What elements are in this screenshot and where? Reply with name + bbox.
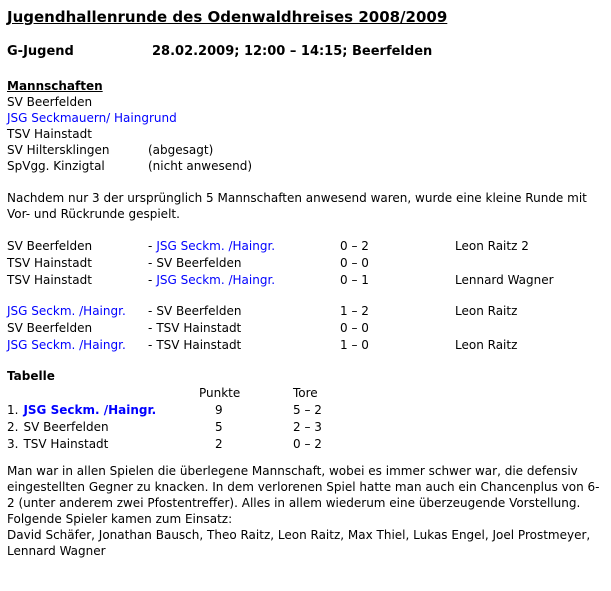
match-scorers: Leon Raitz 2 bbox=[455, 239, 529, 253]
age-group-label: G-Jugend bbox=[7, 44, 74, 59]
away-cell bbox=[148, 320, 340, 337]
goals-value: 5 – 2 bbox=[293, 403, 322, 417]
home-team: TSV Hainstadt bbox=[7, 256, 92, 270]
standings-team-cell bbox=[7, 436, 199, 453]
points-column-header: Punkte bbox=[199, 386, 241, 400]
team-list-item bbox=[7, 158, 604, 174]
points-value: 2 bbox=[215, 437, 223, 451]
report-section bbox=[7, 463, 604, 559]
away-team: TSV Hainstadt bbox=[156, 321, 242, 335]
standings-team-name: TSV Hainstadt bbox=[23, 437, 109, 451]
match-score: 0 – 0 bbox=[340, 321, 369, 335]
players-list: David Schäfer, Jonathan Bausch, Theo Raitz, Leon Raitz, Max Thiel, Lukas Engel, Joel Prostmeyer, Lennard Wagner bbox=[7, 528, 591, 558]
standings-team-cell bbox=[7, 402, 199, 419]
vs-separator: - bbox=[148, 256, 153, 270]
team-note: (abgesagt) bbox=[148, 143, 214, 157]
match-scorers bbox=[455, 255, 604, 272]
rank-number: 1. bbox=[7, 403, 19, 417]
home-team: SV Beerfelden bbox=[7, 321, 93, 335]
points-value: 9 bbox=[215, 403, 223, 417]
match-row bbox=[7, 255, 604, 272]
away-team: SV Beerfelden bbox=[156, 304, 242, 318]
standings-row bbox=[7, 419, 604, 436]
points-value: 5 bbox=[215, 420, 223, 434]
match-score: 1 – 2 bbox=[340, 304, 369, 318]
match-score: 0 – 0 bbox=[340, 256, 369, 270]
report-paragraph: Man war in allen Spielen die überlegene Mannschaft, wobei es immer schwer war, die defensiv eingestellten Gegner zu knacken. In dem verlorenen Spiel hatte man auch ein Chancenplus von 6-2 (unter anderem zwei Pfostentreffer). Alles in allem wiederum eine überzeugende Vorstellung. bbox=[7, 464, 600, 510]
team-name: JSG Seckmauern/ Haingrund bbox=[7, 111, 177, 125]
vs-separator: - bbox=[148, 321, 153, 335]
match-score: 0 – 2 bbox=[340, 239, 369, 253]
match-scorers bbox=[455, 320, 604, 337]
team-name: SV Hiltersklingen bbox=[7, 143, 110, 157]
match-row bbox=[7, 303, 604, 320]
match-score: 1 – 0 bbox=[340, 338, 369, 352]
home-team: JSG Seckm. /Haingr. bbox=[7, 338, 126, 352]
team-name: SpVgg. Kinzigtal bbox=[7, 159, 105, 173]
team-name: TSV Hainstadt bbox=[7, 127, 92, 141]
team-list-item bbox=[7, 142, 604, 158]
team-name: SV Beerfelden bbox=[7, 95, 93, 109]
teams-section bbox=[7, 78, 604, 174]
home-team: SV Beerfelden bbox=[7, 239, 93, 253]
team-list-item bbox=[7, 126, 604, 142]
home-team: TSV Hainstadt bbox=[7, 273, 92, 287]
away-cell bbox=[148, 303, 340, 320]
match-results bbox=[7, 238, 604, 354]
standings-team-cell bbox=[7, 419, 199, 436]
match-row bbox=[7, 320, 604, 337]
standings-team-name: SV Beerfelden bbox=[23, 420, 109, 434]
match-row bbox=[7, 337, 604, 354]
round-divider bbox=[7, 289, 604, 303]
standings-row bbox=[7, 436, 604, 453]
rank-number: 3. bbox=[7, 437, 19, 451]
match-scorers: Leon Raitz bbox=[455, 338, 518, 352]
goals-value: 2 – 3 bbox=[293, 420, 322, 434]
players-intro: Folgende Spieler kamen zum Einsatz: bbox=[7, 512, 233, 526]
vs-separator: - bbox=[148, 338, 153, 352]
vs-separator: - bbox=[148, 304, 153, 318]
away-team: JSG Seckm. /Haingr. bbox=[156, 273, 276, 287]
away-cell bbox=[148, 272, 340, 289]
standings-header-row bbox=[7, 385, 604, 402]
match-scorers: Leon Raitz bbox=[455, 304, 518, 318]
standings-team-name: JSG Seckm. /Haingr. bbox=[23, 403, 157, 417]
page-title: Jugendhallenrunde des Odenwaldhreises 2008/2009 bbox=[7, 8, 448, 26]
vs-separator: - bbox=[148, 273, 153, 287]
away-cell bbox=[148, 238, 340, 255]
team-list-item bbox=[7, 110, 604, 126]
match-row bbox=[7, 272, 604, 289]
away-cell bbox=[148, 255, 340, 272]
standings-row bbox=[7, 402, 604, 419]
rank-number: 2. bbox=[7, 420, 19, 434]
home-team: JSG Seckm. /Haingr. bbox=[7, 304, 126, 318]
goals-column-header: Tore bbox=[293, 386, 318, 400]
event-header bbox=[7, 44, 604, 60]
match-scorers: Lennard Wagner bbox=[455, 273, 554, 287]
teams-heading: Mannschaften bbox=[7, 79, 103, 93]
team-note: (nicht anwesend) bbox=[148, 159, 253, 173]
goals-value: 0 – 2 bbox=[293, 437, 322, 451]
away-cell bbox=[148, 337, 340, 354]
standings-team-column bbox=[7, 385, 199, 402]
event-info: 28.02.2009; 12:00 – 14:15; Beerfelden bbox=[152, 44, 433, 59]
away-team: JSG Seckm. /Haingr. bbox=[156, 239, 276, 253]
match-score: 0 – 1 bbox=[340, 273, 369, 287]
away-team: SV Beerfelden bbox=[156, 256, 242, 270]
standings-heading: Tabelle bbox=[7, 369, 55, 383]
intro-paragraph: Nachdem nur 3 der ursprünglich 5 Mannschaften anwesend waren, wurde eine kleine Runde mit Vor- und Rückrunde gespielt. bbox=[7, 191, 587, 221]
away-team: TSV Hainstadt bbox=[156, 338, 242, 352]
standings-section bbox=[7, 368, 604, 453]
team-list-item bbox=[7, 94, 604, 110]
vs-separator: - bbox=[148, 239, 153, 253]
match-row bbox=[7, 238, 604, 255]
